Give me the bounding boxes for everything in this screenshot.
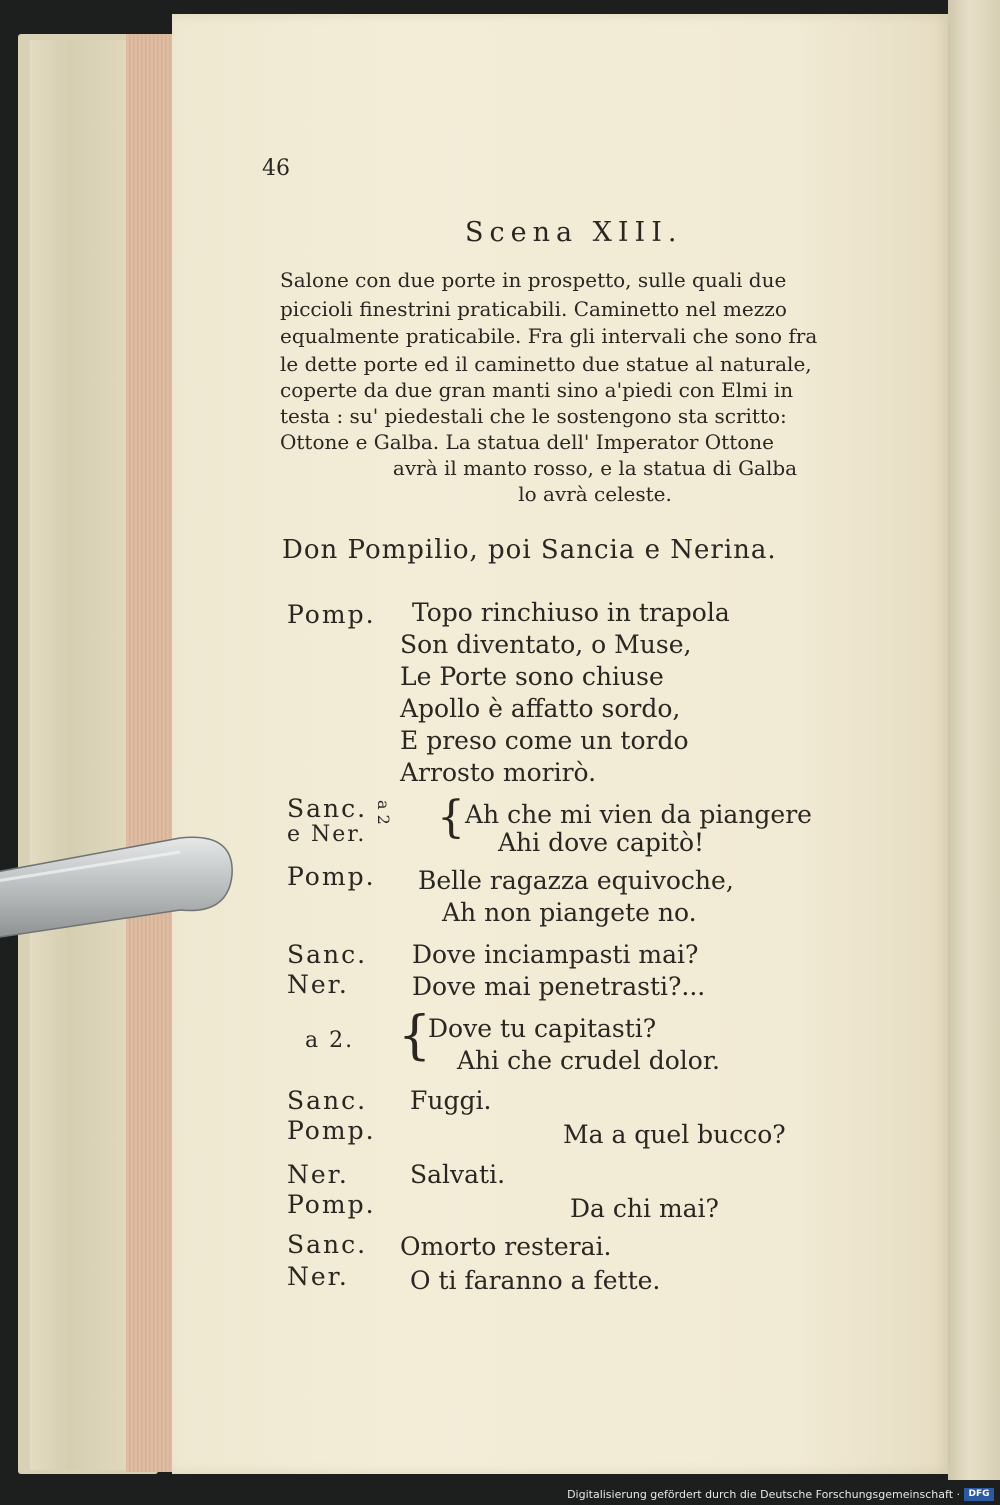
verse-line: Da chi mai? bbox=[570, 1194, 719, 1223]
speaker-pomp: Pomp. bbox=[287, 1190, 376, 1219]
speaker-pomp: Pomp. bbox=[287, 862, 376, 891]
brace-icon: { bbox=[437, 792, 465, 843]
verse-line: Arrosto morirò. bbox=[400, 758, 597, 787]
scene-title: Scena XIII. bbox=[465, 217, 683, 248]
character-list: Don Pompilio, poi Sancia e Nerina. bbox=[282, 535, 777, 565]
speaker-ner: Ner. bbox=[287, 1160, 349, 1189]
verse-line: Belle ragazza equivoche, bbox=[418, 866, 734, 895]
speaker-pomp: Pomp. bbox=[287, 1116, 376, 1145]
footer-credit: Digitalisierung gefördert durch die Deutsche Forschungsgemeinschaft · bbox=[567, 1488, 960, 1501]
verse-line: Ahi che crudel dolor. bbox=[457, 1046, 720, 1075]
verse-line: Ah non piangete no. bbox=[442, 898, 697, 927]
verse-line: Le Porte sono chiuse bbox=[400, 662, 664, 691]
verse-line: Ahi dove capitò! bbox=[498, 828, 705, 857]
book-fore-edge bbox=[126, 34, 176, 1472]
speaker-ner: Ner. bbox=[287, 970, 349, 999]
description-line: Salone con due porte in prospetto, sulle quali due bbox=[280, 268, 787, 292]
speaker-sanc: Sanc. bbox=[287, 1230, 368, 1259]
facing-page-edge bbox=[948, 0, 1000, 1480]
verse-line: Son diventato, o Muse, bbox=[400, 630, 692, 659]
book-page-stack bbox=[30, 40, 126, 1470]
description-line: equalmente praticabile. Fra gli intervali che sono fra bbox=[280, 324, 818, 348]
page-weight-knife bbox=[0, 820, 240, 940]
speaker-pomp: Pomp. bbox=[287, 600, 376, 629]
verse-line: Topo rinchiuso in trapola bbox=[412, 598, 730, 627]
verse-line: Dove mai penetrasti?... bbox=[412, 972, 706, 1001]
description-line: avrà il manto rosso, e la statua di Galba bbox=[392, 456, 798, 480]
description-line: piccioli finestrini praticabili. Caminetto nel mezzo bbox=[280, 297, 787, 321]
description-line: coperte da due gran manti sino a'piedi con Elmi in bbox=[280, 378, 794, 402]
verse-line: E preso come un tordo bbox=[400, 726, 689, 755]
verse-line: Dove tu capitasti? bbox=[428, 1014, 657, 1043]
description-line: testa : su' piedestali che le sostengono sta scritto: bbox=[280, 404, 787, 428]
speaker-ner: Ner. bbox=[287, 1262, 349, 1291]
page-number: 46 bbox=[262, 156, 290, 181]
speaker-sanc: Sanc. bbox=[287, 1086, 368, 1115]
description-line: le dette porte ed il caminetto due statue al naturale, bbox=[280, 352, 812, 376]
a2-mark: a 2 bbox=[374, 800, 393, 825]
verse-line: Omorto resterai. bbox=[400, 1232, 612, 1261]
dfg-logo: DFG bbox=[964, 1488, 994, 1501]
description-line: lo avrà celeste. bbox=[518, 482, 672, 506]
description-line: Ottone e Galba. La statua dell' Imperator Ottone bbox=[280, 430, 775, 454]
speaker-sanc: Sanc. bbox=[287, 940, 368, 969]
verse-line: Dove inciampasti mai? bbox=[412, 940, 699, 969]
speaker-sanc: Sanc. bbox=[287, 794, 368, 823]
verse-line: Apollo è affatto sordo, bbox=[400, 694, 681, 723]
speaker-ner: e Ner. bbox=[287, 822, 367, 847]
brace-icon: { bbox=[398, 1006, 432, 1066]
verse-line: Ma a quel bucco? bbox=[563, 1120, 786, 1149]
verse-line: O ti faranno a fette. bbox=[410, 1266, 661, 1295]
speaker-a2: a 2. bbox=[305, 1028, 355, 1053]
verse-line: Ah che mi vien da piangere bbox=[465, 800, 812, 829]
verse-line: Fuggi. bbox=[410, 1086, 492, 1115]
verse-line: Salvati. bbox=[410, 1160, 506, 1189]
